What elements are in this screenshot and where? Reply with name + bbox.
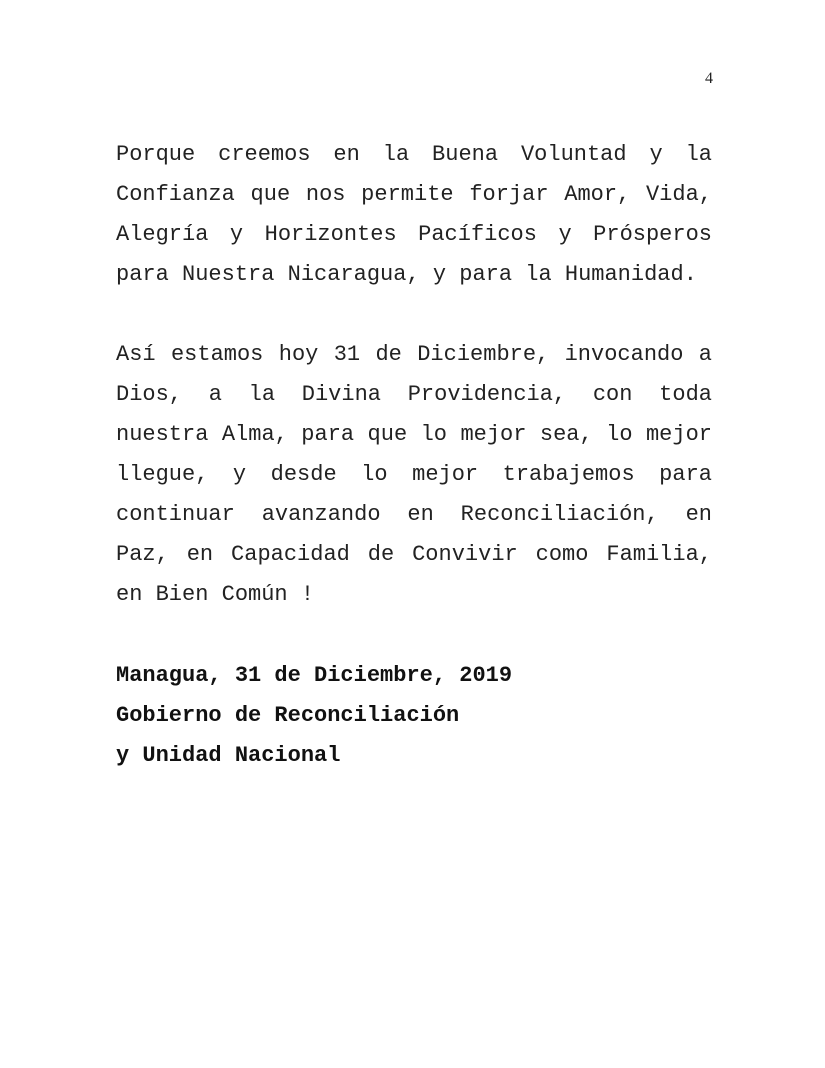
- signature-unity-line: y Unidad Nacional: [116, 743, 341, 768]
- signature-government-line: Gobierno de Reconciliación: [116, 703, 460, 728]
- page-number: 4: [705, 70, 713, 87]
- paragraph-31-diciembre: Así estamos hoy 31 de Diciembre, invocando a Dios, a la Divina Providencia, con toda nuestra Alma, para que lo mejor sea, lo mejor llegue, y desde lo mejor trabajemos para continuar avanzando en Reconciliación, en Paz, en Capacidad de Convivir como Familia, en Bien Común !: [116, 342, 712, 607]
- signature-place-date: Managua, 31 de Diciembre, 2019: [116, 663, 513, 688]
- signature-block: [116, 656, 716, 776]
- paragraph-buena-voluntad: Porque creemos en la Buena Voluntad y la Confianza que nos permite forjar Amor, Vida, Alegría y Horizontes Pacíficos y Prósperos para Nuestra Nicaragua, y para la Humanidad.: [116, 142, 712, 287]
